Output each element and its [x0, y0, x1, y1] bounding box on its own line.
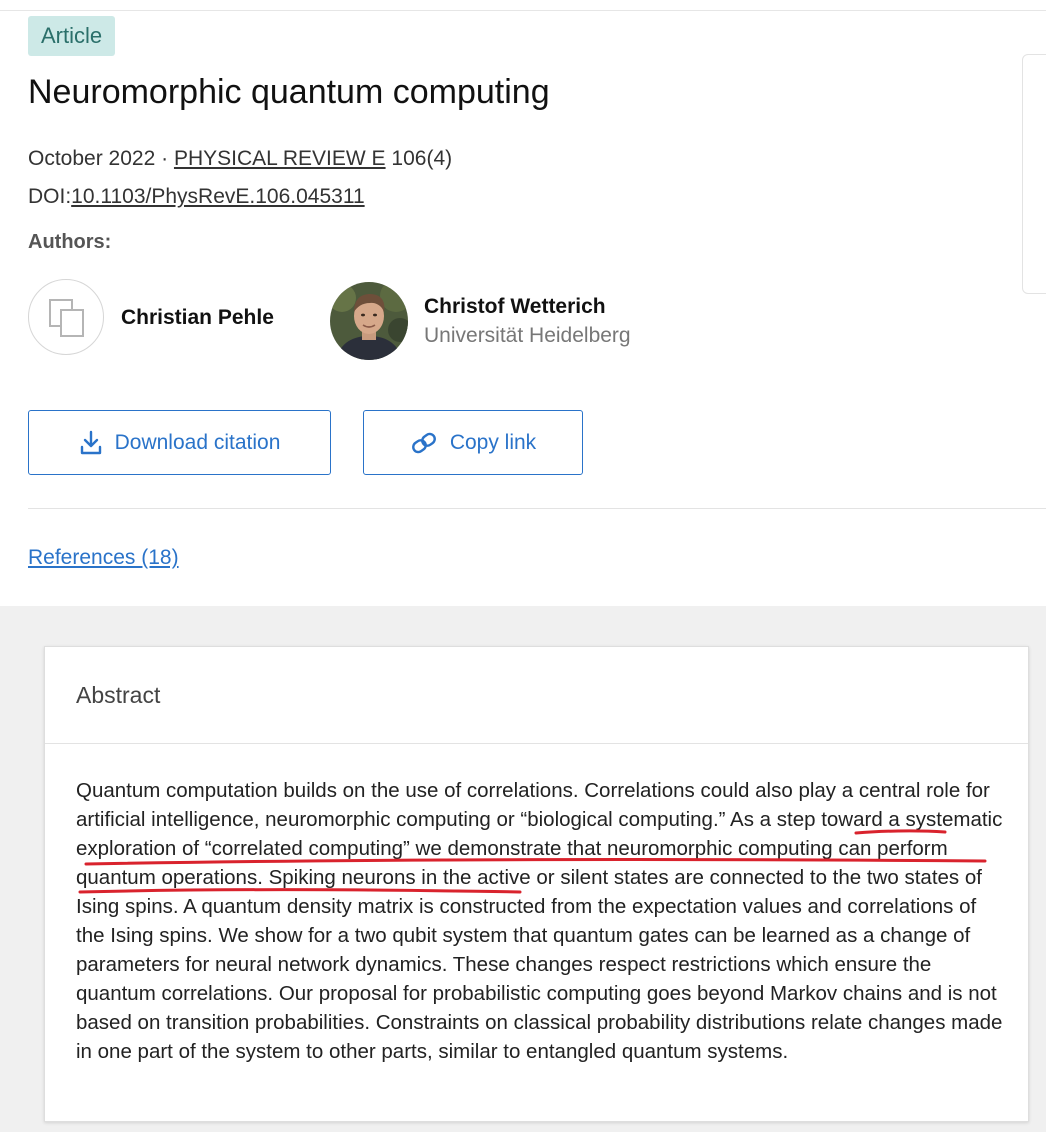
publication-date: October 2022	[28, 147, 156, 170]
author-avatar-placeholder[interactable]	[28, 279, 104, 355]
download-citation-button[interactable]	[28, 410, 331, 475]
author-avatar-photo[interactable]	[330, 282, 408, 360]
journal-link[interactable]: PHYSICAL REVIEW E	[173, 147, 386, 170]
copy-link-button[interactable]	[363, 410, 583, 475]
link-icon	[410, 432, 438, 454]
abstract-card	[44, 646, 1029, 1122]
documents-icon	[48, 298, 86, 338]
references-tab[interactable]: References (18)	[28, 546, 179, 569]
author-name[interactable]: Christian Pehle	[121, 306, 274, 329]
doi-label: DOI:	[28, 185, 72, 208]
top-divider	[0, 10, 1046, 11]
doi-link[interactable]: 10.1103/PhysRevE.106.045311	[71, 185, 365, 208]
abstract-heading: Abstract	[76, 682, 161, 708]
portrait-image	[330, 282, 408, 360]
download-citation-label: Download citation	[114, 430, 281, 454]
author-name[interactable]: Christof Wetterich	[424, 295, 606, 318]
abstract-text: Quantum computation builds on the use of correlations. Correlations could also play a central role for artificial intelligence, neuromorphic computing or “biological computing.” As a step toward a systematic exploration of “correlated computing” we demonstrate that neuromorphic computing can perform quantum operations. Spiking neurons in the active or silent states are connected to the two states of Ising spins. A quantum density matrix is constructed from the expectation values and correlations of the Ising spins. We show for a two qubit system that quantum gates can be learned as a change of parameters for neural network dynamics. These changes respect restrictions which ensure the quantum correlations. Our proposal for probabilistic computing goes beyond Markov chains and is not based on transition probabilities. Constraints on classical probability distributions relate changes made in one part of the system to other parts, similar to entangled quantum systems.	[76, 779, 1003, 1063]
journal-volume: 106(4)	[391, 147, 453, 170]
article-type-badge: Article	[28, 16, 115, 56]
author-affiliation: Universität Heidelberg	[424, 324, 631, 347]
download-icon	[79, 430, 103, 456]
meta-separator: ·	[161, 147, 169, 170]
copy-link-label: Copy link	[449, 430, 537, 454]
authors-label: Authors:	[28, 231, 112, 253]
section-divider	[28, 508, 1046, 509]
side-panel	[1022, 54, 1046, 294]
doi-line	[28, 184, 365, 210]
publication-meta	[28, 146, 452, 172]
abstract-divider	[45, 743, 1028, 744]
page-title: Neuromorphic quantum computing	[28, 73, 550, 111]
